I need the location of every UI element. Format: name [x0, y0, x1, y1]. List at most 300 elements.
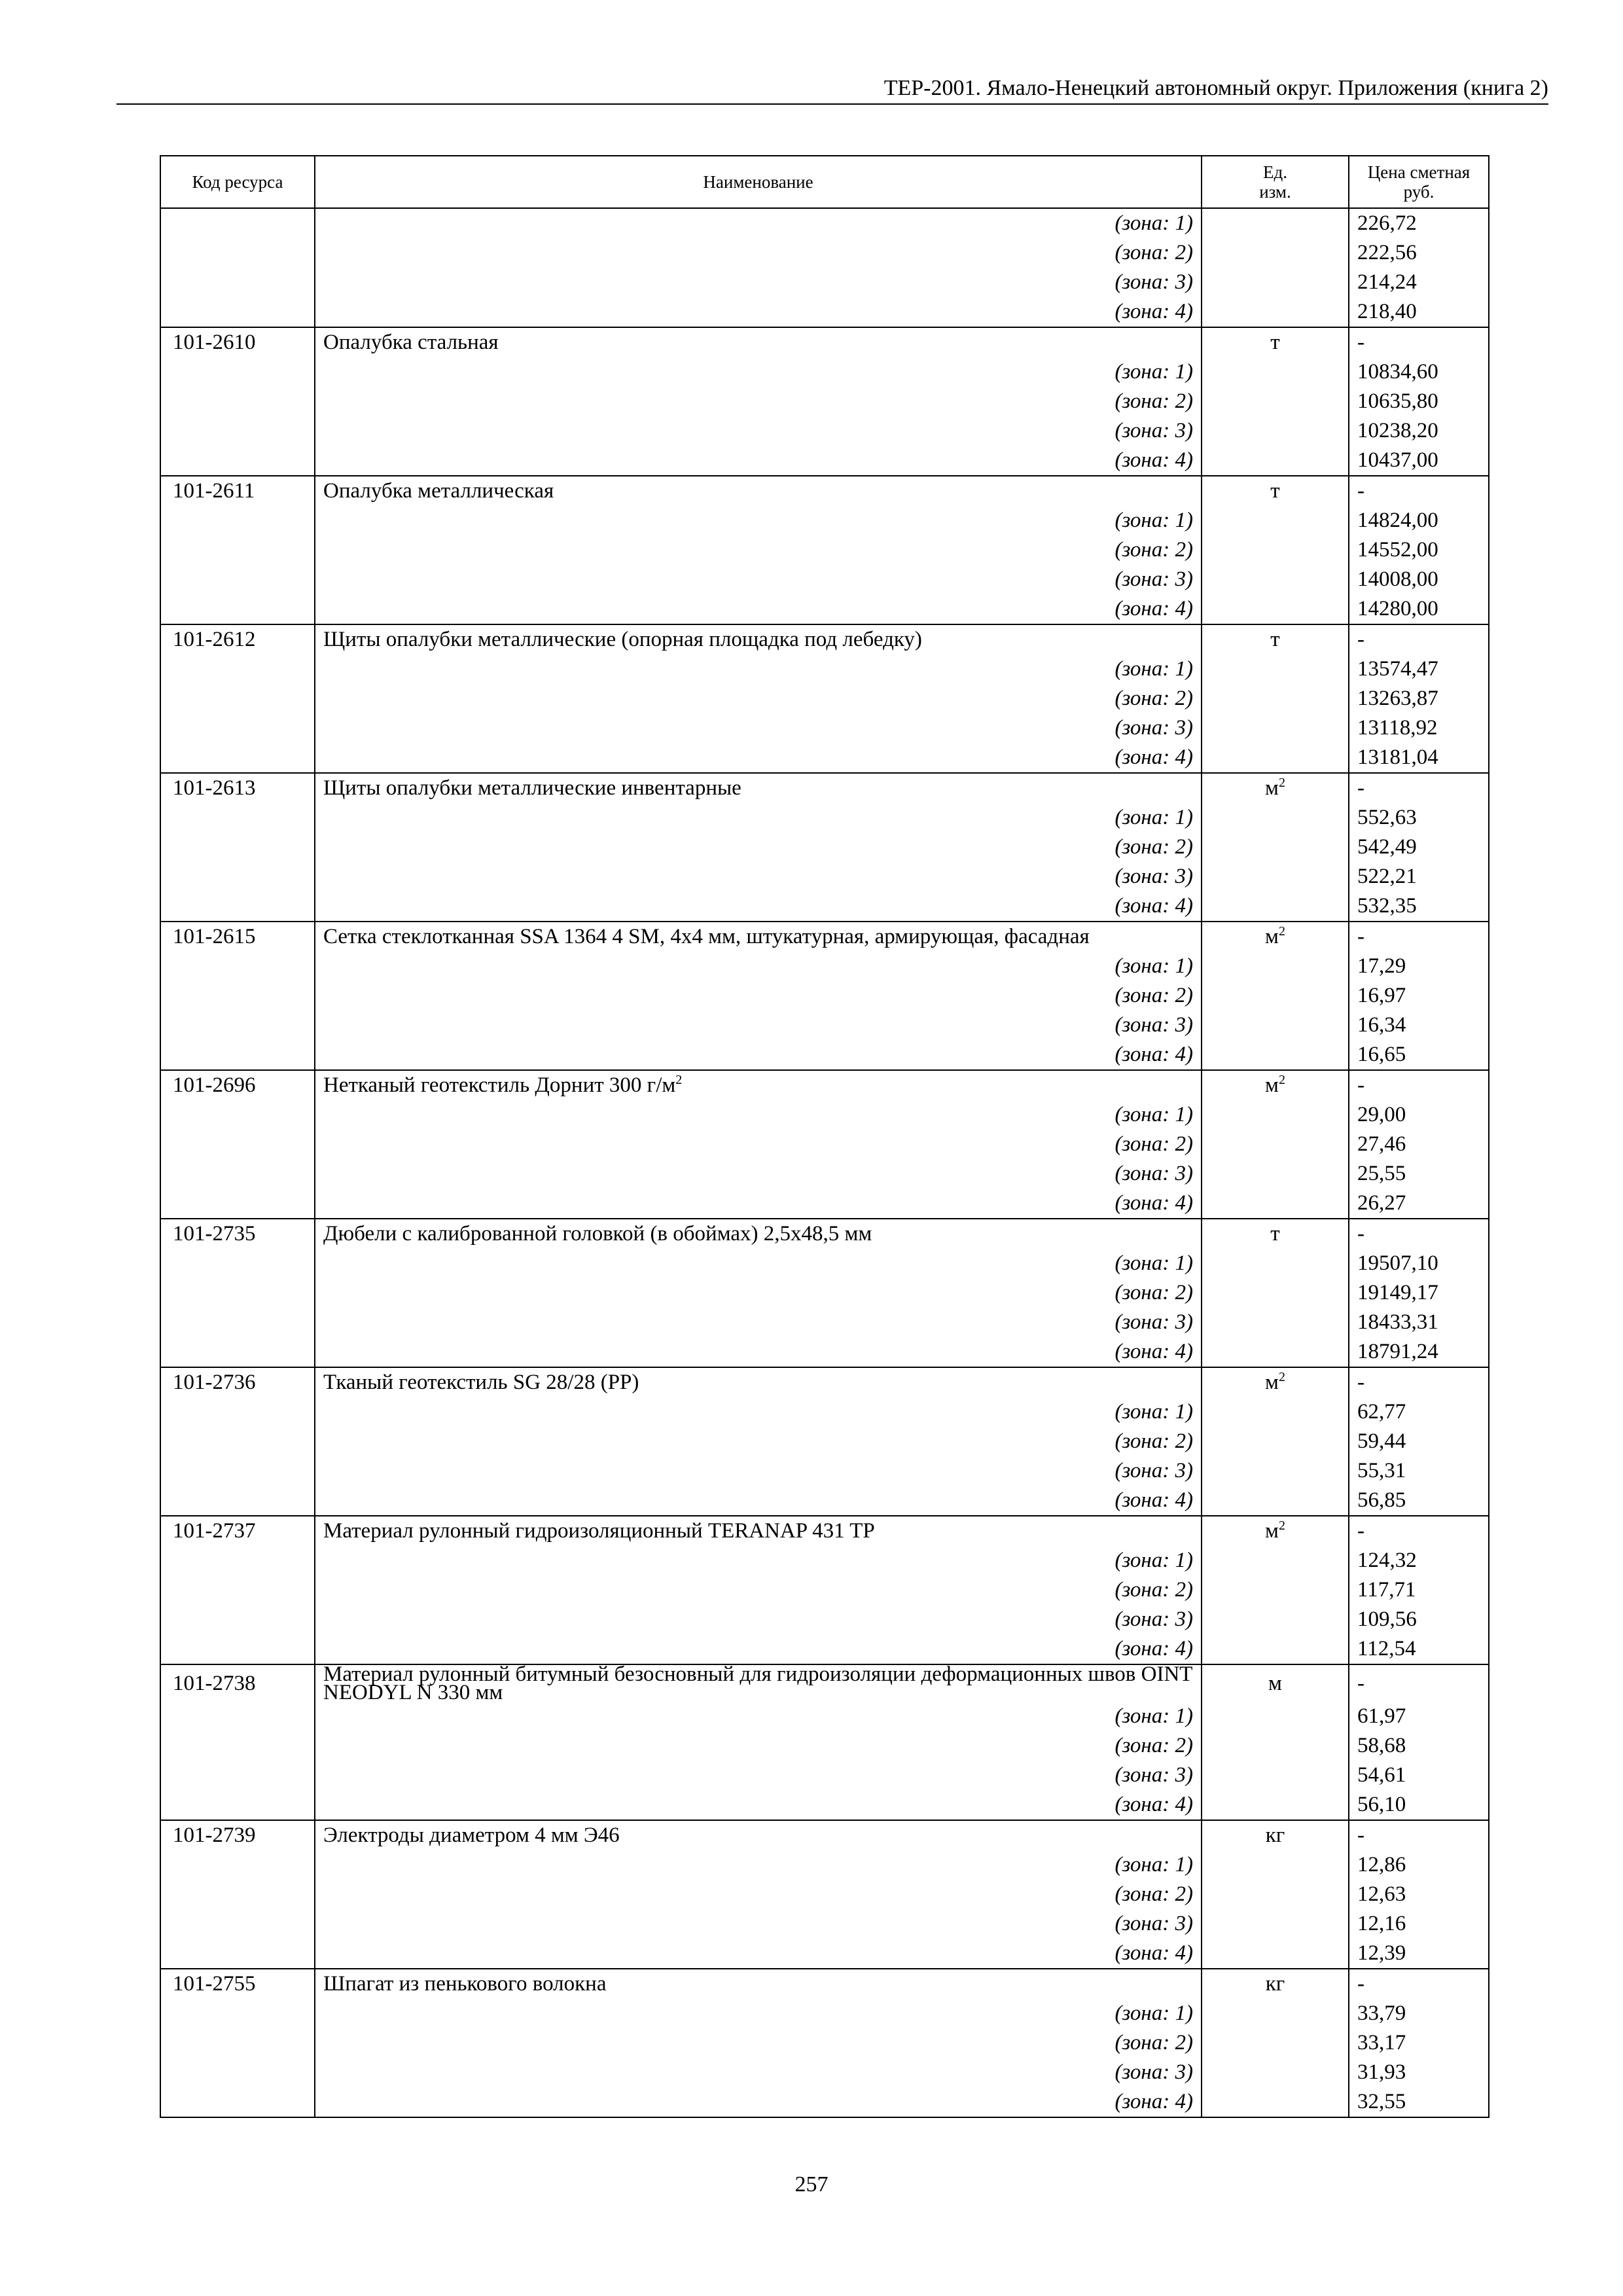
code-cell [160, 208, 315, 238]
zone-row [160, 1634, 1489, 1664]
unit-cell [1202, 1249, 1349, 1278]
table-row [160, 476, 1489, 506]
resource-name [315, 1367, 1202, 1397]
zone-row [160, 1731, 1489, 1761]
resource-name-text: Дюбели с калиброванной головкой (в обоймах) 2,5x48,5 мм [323, 1222, 872, 1246]
zone-label: (зона: 3) [315, 416, 1202, 446]
code-cell [160, 833, 315, 862]
zone-label: (зона: 1) [315, 1702, 1202, 1731]
superscript: 2 [1278, 924, 1285, 939]
resource-name [315, 1219, 1202, 1249]
table-row [160, 1516, 1489, 1546]
resource-code: 101-2615 [160, 922, 315, 952]
zone-row [160, 1702, 1489, 1731]
zone-row [160, 684, 1489, 713]
zone-price: 19507,10 [1349, 1249, 1489, 1278]
table-row [160, 922, 1489, 952]
zone-label: (зона: 1) [315, 803, 1202, 833]
price-table [160, 155, 1489, 2118]
unit-text: м [1265, 925, 1279, 948]
code-cell [160, 981, 315, 1011]
running-header [116, 72, 1548, 105]
zone-row [160, 1880, 1489, 1909]
zone-price: 14552,00 [1349, 535, 1489, 565]
code-cell [160, 506, 315, 535]
zone-price: 12,86 [1349, 1850, 1489, 1880]
zone-row [160, 1427, 1489, 1456]
col-header-code: Код ресурса [160, 156, 315, 208]
unit [1202, 1367, 1349, 1397]
superscript: 2 [1278, 1073, 1285, 1087]
zone-label: (зона: 4) [315, 1939, 1202, 1969]
resource-code: 101-2612 [160, 624, 315, 655]
zone-label: (зона: 4) [315, 1189, 1202, 1219]
unit-cell [1202, 891, 1349, 922]
zone-row [160, 1605, 1489, 1634]
zone-label: (зона: 4) [315, 446, 1202, 476]
superscript: 2 [1278, 1370, 1285, 1384]
col-header-unit [1202, 156, 1349, 208]
zone-row [160, 1456, 1489, 1486]
resource-name-text: Тканый геотекстиль SG 28/28 (PP) [323, 1371, 639, 1394]
zone-label: (зона: 4) [315, 2087, 1202, 2117]
zone-row [160, 1278, 1489, 1308]
code-cell [160, 1731, 315, 1761]
zone-price: 17,29 [1349, 952, 1489, 981]
base-price: - [1349, 773, 1489, 803]
unit-cell [1202, 1308, 1349, 1337]
resource-name-text: Опалубка стальная [323, 331, 499, 354]
zone-label: (зона: 3) [315, 268, 1202, 297]
zone-price: 16,34 [1349, 1011, 1489, 1040]
zone-row [160, 862, 1489, 891]
resource-code: 101-2739 [160, 1820, 315, 1850]
unit-cell [1202, 1702, 1349, 1731]
zone-price: 12,63 [1349, 1880, 1489, 1909]
unit-cell [1202, 952, 1349, 981]
zone-row [160, 357, 1489, 387]
zone-label: (зона: 2) [315, 387, 1202, 416]
unit-cell [1202, 1880, 1349, 1909]
zone-price: 112,54 [1349, 1634, 1489, 1664]
code-cell [160, 387, 315, 416]
zone-row [160, 713, 1489, 743]
zone-row [160, 1249, 1489, 1278]
code-cell [160, 1130, 315, 1159]
resource-name-text: Сетка стеклотканная SSA 1364 4 SM, 4x4 мм, штукатурная, армирующая, фасадная [323, 925, 1090, 948]
code-cell [160, 1249, 315, 1278]
zone-label: (зона: 1) [315, 1546, 1202, 1575]
resource-name [315, 327, 1202, 357]
zone-row [160, 2058, 1489, 2087]
zone-row [160, 1308, 1489, 1337]
zone-price: 27,46 [1349, 1130, 1489, 1159]
code-cell [160, 1337, 315, 1367]
zone-price: 19149,17 [1349, 1278, 1489, 1308]
zone-label: (зона: 3) [315, 1909, 1202, 1939]
code-cell [160, 1790, 315, 1820]
table-row [160, 1820, 1489, 1850]
zone-row [160, 952, 1489, 981]
unit-cell [1202, 387, 1349, 416]
unit-cell [1202, 1999, 1349, 2028]
zone-row [160, 1486, 1489, 1516]
zone-price: 61,97 [1349, 1702, 1489, 1731]
col-header-price [1349, 156, 1489, 208]
zone-row [160, 268, 1489, 297]
zone-price: 542,49 [1349, 833, 1489, 862]
code-cell [160, 565, 315, 594]
zone-row [160, 1189, 1489, 1219]
unit-text: т [1270, 1222, 1280, 1246]
unit [1202, 1664, 1349, 1702]
resource-name-text: Щиты опалубки металлические (опорная площадка под лебедку) [323, 628, 922, 651]
unit-cell [1202, 238, 1349, 268]
zone-row [160, 2087, 1489, 2117]
unit-cell [1202, 446, 1349, 476]
code-cell [160, 1189, 315, 1219]
page-number: 257 [794, 2172, 829, 2197]
unit-text: т [1270, 628, 1280, 651]
zone-row [160, 833, 1489, 862]
zone-price: 18791,24 [1349, 1337, 1489, 1367]
unit-cell [1202, 1130, 1349, 1159]
zone-price: 62,77 [1349, 1397, 1489, 1427]
table-row [160, 1219, 1489, 1249]
code-cell [160, 594, 315, 624]
header-title: ТЕР-2001. Ямало-Ненецкий автономный округ. Приложения (книга 2) [883, 76, 1548, 100]
zone-label: (зона: 2) [315, 1880, 1202, 1909]
resource-name [315, 1516, 1202, 1546]
resource-name-text: Опалубка металлическая [323, 479, 554, 503]
zone-label: (зона: 3) [315, 2058, 1202, 2087]
zone-price: 109,56 [1349, 1605, 1489, 1634]
superscript: 2 [1278, 1518, 1285, 1533]
zone-row [160, 891, 1489, 922]
resource-name-text: Щиты опалубки металлические инвентарные [323, 776, 741, 800]
zone-row [160, 565, 1489, 594]
zone-row [160, 594, 1489, 624]
zone-label: (зона: 2) [315, 684, 1202, 713]
zone-price: 32,55 [1349, 2087, 1489, 2117]
base-price: - [1349, 476, 1489, 506]
zone-label: (зона: 2) [315, 1575, 1202, 1605]
code-cell [160, 1278, 315, 1308]
zone-label: (зона: 3) [315, 1308, 1202, 1337]
zone-price: 522,21 [1349, 862, 1489, 891]
unit-cell [1202, 1159, 1349, 1189]
code-cell [160, 862, 315, 891]
zone-row [160, 1011, 1489, 1040]
zone-price: 14008,00 [1349, 565, 1489, 594]
zone-price: 16,97 [1349, 981, 1489, 1011]
table-row [160, 624, 1489, 655]
zone-price: 59,44 [1349, 1427, 1489, 1456]
col-header-unit-line2: изм. [1259, 182, 1291, 202]
zone-row [160, 506, 1489, 535]
zone-row [160, 1100, 1489, 1130]
unit-text: м [1265, 1073, 1279, 1097]
code-cell [160, 357, 315, 387]
zone-label: (зона: 4) [315, 891, 1202, 922]
zone-label: (зона: 4) [315, 1790, 1202, 1820]
zone-label: (зона: 4) [315, 1337, 1202, 1367]
zone-price: 14280,00 [1349, 594, 1489, 624]
unit-text: т [1270, 479, 1280, 503]
unit-cell [1202, 981, 1349, 1011]
zone-row [160, 1850, 1489, 1880]
resource-code: 101-2696 [160, 1070, 315, 1100]
base-price: - [1349, 922, 1489, 952]
base-price: - [1349, 624, 1489, 655]
unit-cell [1202, 1850, 1349, 1880]
unit-cell [1202, 208, 1349, 238]
unit-text: кг [1265, 1823, 1285, 1847]
resource-name-text: Шпагат из пенькового волокна [323, 1972, 607, 1996]
code-cell [160, 1397, 315, 1427]
table-row [160, 1367, 1489, 1397]
base-price: - [1349, 1219, 1489, 1249]
base-price: - [1349, 1820, 1489, 1850]
unit-cell [1202, 1761, 1349, 1790]
zone-row [160, 1397, 1489, 1427]
unit-cell [1202, 1575, 1349, 1605]
zone-row [160, 208, 1489, 238]
zone-label: (зона: 3) [315, 1456, 1202, 1486]
unit-cell [1202, 1939, 1349, 1969]
zone-label: (зона: 2) [315, 535, 1202, 565]
zone-label: (зона: 2) [315, 238, 1202, 268]
zone-price: 226,72 [1349, 208, 1489, 238]
zone-label: (зона: 3) [315, 565, 1202, 594]
zone-label: (зона: 1) [315, 357, 1202, 387]
unit [1202, 1219, 1349, 1249]
zone-label: (зона: 4) [315, 297, 1202, 327]
superscript: 2 [675, 1073, 683, 1087]
zone-row [160, 387, 1489, 416]
code-cell [160, 743, 315, 773]
code-cell [160, 952, 315, 981]
code-cell [160, 2058, 315, 2087]
code-cell [160, 238, 315, 268]
resource-name [315, 773, 1202, 803]
zone-label: (зона: 1) [315, 208, 1202, 238]
zone-price: 29,00 [1349, 1100, 1489, 1130]
zone-label: (зона: 1) [315, 1100, 1202, 1130]
unit-cell [1202, 357, 1349, 387]
zone-label: (зона: 4) [315, 594, 1202, 624]
resource-code: 101-2736 [160, 1367, 315, 1397]
zone-row [160, 297, 1489, 327]
zone-label: (зона: 1) [315, 655, 1202, 684]
code-cell [160, 1880, 315, 1909]
zone-price: 10834,60 [1349, 357, 1489, 387]
zone-label: (зона: 3) [315, 1761, 1202, 1790]
table-header [160, 156, 1489, 208]
resource-name [315, 1664, 1202, 1702]
unit-cell [1202, 1456, 1349, 1486]
col-header-price-line1: Цена сметная [1367, 162, 1471, 182]
zone-price: 13574,47 [1349, 655, 1489, 684]
unit-cell [1202, 565, 1349, 594]
zone-label: (зона: 1) [315, 1850, 1202, 1880]
unit-cell [1202, 2087, 1349, 2117]
superscript: 2 [1278, 776, 1285, 790]
unit-cell [1202, 1278, 1349, 1308]
code-cell [160, 803, 315, 833]
zone-row [160, 2028, 1489, 2058]
zone-label: (зона: 2) [315, 1278, 1202, 1308]
resource-name [315, 624, 1202, 655]
zone-label: (зона: 4) [315, 743, 1202, 773]
zone-row [160, 1909, 1489, 1939]
zone-price: 16,65 [1349, 1040, 1489, 1070]
zone-row [160, 1130, 1489, 1159]
code-cell [160, 1761, 315, 1790]
resource-code: 101-2735 [160, 1219, 315, 1249]
resource-code: 101-2737 [160, 1516, 315, 1546]
zone-label: (зона: 1) [315, 952, 1202, 981]
table-body [160, 208, 1489, 2117]
zone-price: 56,85 [1349, 1486, 1489, 1516]
unit-cell [1202, 1100, 1349, 1130]
base-price: - [1349, 1664, 1489, 1702]
table-row [160, 773, 1489, 803]
zone-price: 31,93 [1349, 2058, 1489, 2087]
code-cell [160, 1427, 315, 1456]
zone-label: (зона: 3) [315, 1011, 1202, 1040]
code-cell [160, 1100, 315, 1130]
code-cell [160, 416, 315, 446]
unit-cell [1202, 506, 1349, 535]
zone-label: (зона: 4) [315, 1040, 1202, 1070]
unit [1202, 327, 1349, 357]
zone-row [160, 535, 1489, 565]
zone-price: 124,32 [1349, 1546, 1489, 1575]
zone-price: 552,63 [1349, 803, 1489, 833]
resource-code: 101-2613 [160, 773, 315, 803]
unit-cell [1202, 1337, 1349, 1367]
zone-price: 56,10 [1349, 1790, 1489, 1820]
zone-price: 214,24 [1349, 268, 1489, 297]
code-cell [160, 1575, 315, 1605]
resource-code: 101-2755 [160, 1969, 315, 1999]
unit-text: кг [1265, 1972, 1285, 1996]
zone-row [160, 1761, 1489, 1790]
code-cell [160, 713, 315, 743]
zone-label: (зона: 2) [315, 1130, 1202, 1159]
zone-row [160, 1546, 1489, 1575]
unit-cell [1202, 1486, 1349, 1516]
table-row [160, 1070, 1489, 1100]
code-cell [160, 1040, 315, 1070]
zone-price: 33,79 [1349, 1999, 1489, 2028]
code-cell [160, 1605, 315, 1634]
unit-cell [1202, 862, 1349, 891]
resource-code: 101-2611 [160, 476, 315, 506]
unit [1202, 1516, 1349, 1546]
resource-name [315, 476, 1202, 506]
unit-cell [1202, 1605, 1349, 1634]
zone-price: 13181,04 [1349, 743, 1489, 773]
zone-row [160, 238, 1489, 268]
zone-price: 10238,20 [1349, 416, 1489, 446]
resource-name [315, 1070, 1202, 1100]
resource-code: 101-2610 [160, 327, 315, 357]
unit-text: м [1265, 776, 1279, 800]
zone-label: (зона: 2) [315, 2028, 1202, 2058]
table-row [160, 1664, 1489, 1702]
unit-cell [1202, 1909, 1349, 1939]
zone-price: 12,39 [1349, 1939, 1489, 1969]
zone-label: (зона: 3) [315, 1605, 1202, 1634]
base-price: - [1349, 1070, 1489, 1100]
unit [1202, 1070, 1349, 1100]
unit-cell [1202, 1634, 1349, 1664]
zone-row [160, 446, 1489, 476]
zone-price: 532,35 [1349, 891, 1489, 922]
code-cell [160, 446, 315, 476]
unit-cell [1202, 1427, 1349, 1456]
code-cell [160, 1999, 315, 2028]
code-cell [160, 684, 315, 713]
zone-price: 222,56 [1349, 238, 1489, 268]
base-price: - [1349, 1367, 1489, 1397]
unit-cell [1202, 535, 1349, 565]
zone-row [160, 803, 1489, 833]
zone-label: (зона: 2) [315, 981, 1202, 1011]
code-cell [160, 1486, 315, 1516]
base-price: - [1349, 1516, 1489, 1546]
zone-row [160, 416, 1489, 446]
zone-price: 26,27 [1349, 1189, 1489, 1219]
resource-name [315, 1820, 1202, 1850]
unit-cell [1202, 1040, 1349, 1070]
code-cell [160, 297, 315, 327]
unit-cell [1202, 713, 1349, 743]
unit-text: м [1265, 1519, 1279, 1543]
base-price: - [1349, 1969, 1489, 1999]
unit-cell [1202, 833, 1349, 862]
resource-name [315, 922, 1202, 952]
zone-price: 12,16 [1349, 1909, 1489, 1939]
zone-label: (зона: 1) [315, 1249, 1202, 1278]
unit [1202, 1820, 1349, 1850]
col-header-name: Наименование [315, 156, 1202, 208]
unit-cell [1202, 655, 1349, 684]
unit [1202, 624, 1349, 655]
resource-code: 101-2738 [160, 1664, 315, 1702]
unit-cell [1202, 1189, 1349, 1219]
code-cell [160, 1702, 315, 1731]
unit-text: т [1270, 331, 1280, 354]
zone-row [160, 1159, 1489, 1189]
code-cell [160, 2028, 315, 2058]
code-cell [160, 1850, 315, 1880]
unit-cell [1202, 1011, 1349, 1040]
zone-row [160, 655, 1489, 684]
zone-row [160, 1999, 1489, 2028]
unit-cell [1202, 743, 1349, 773]
zone-label: (зона: 2) [315, 1731, 1202, 1761]
table-row [160, 327, 1489, 357]
unit [1202, 922, 1349, 952]
base-price: - [1349, 327, 1489, 357]
zone-price: 55,31 [1349, 1456, 1489, 1486]
zone-price: 218,40 [1349, 297, 1489, 327]
zone-label: (зона: 3) [315, 862, 1202, 891]
code-cell [160, 1634, 315, 1664]
